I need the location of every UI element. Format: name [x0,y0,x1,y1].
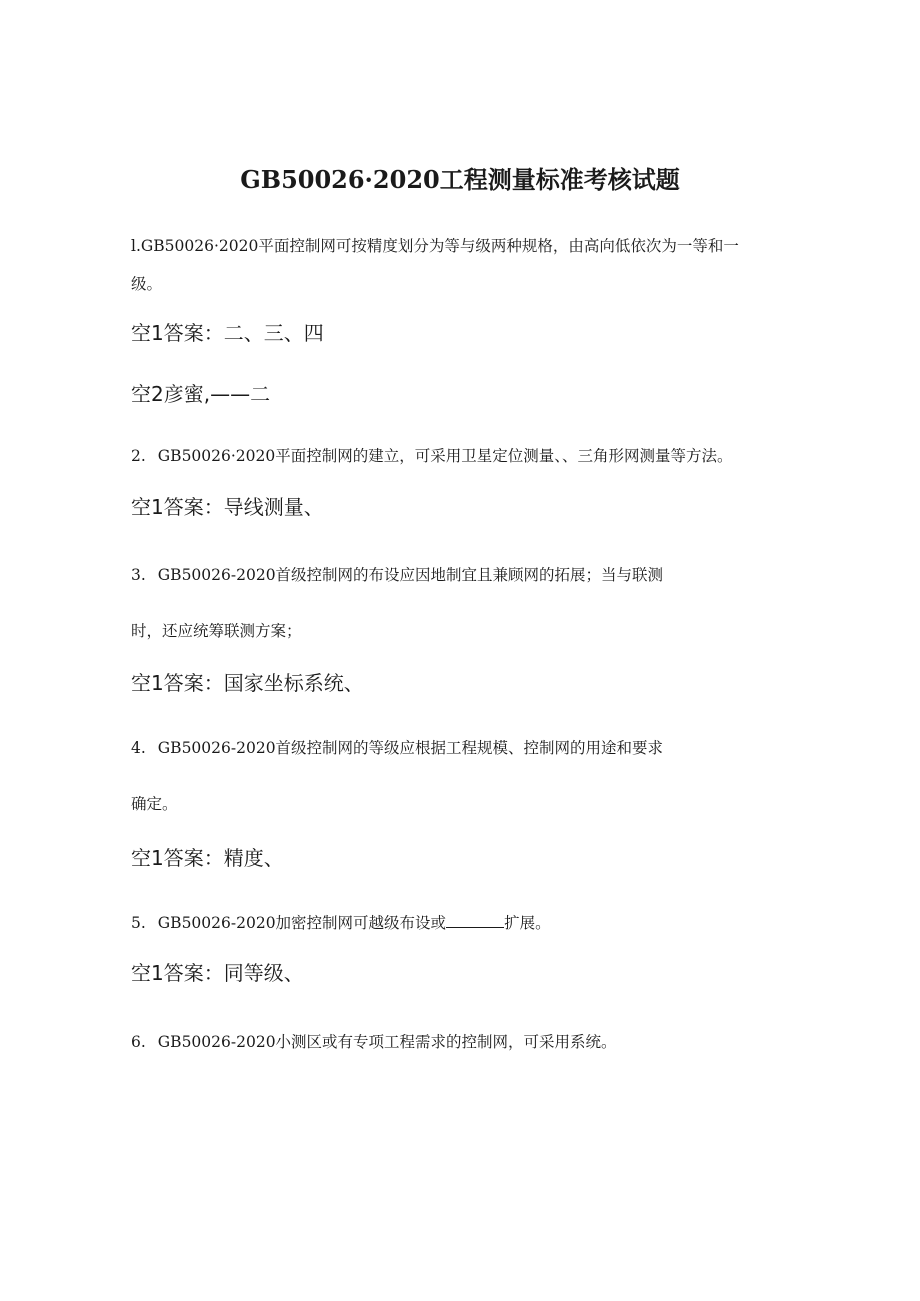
question-1-text-1: l.GB50026·2020平面控制网可按精度划分为等与级两种规格，由高向低依次为一等和一 [131,237,739,255]
question-5-line-1 [131,911,791,933]
question-1-answer-1: 空1答案：二、三、四 [131,321,324,345]
question-1-line-2 [131,272,791,294]
question-5-answer-1: 空1答案：同等级、 [131,961,304,985]
question-1-answer-2: 空2彦蜜,——二 [131,382,271,406]
question-1-line-1 [131,234,791,256]
question-6-text-1: GB50026-2020小测区或有专项工程需求的控制网，可采用系统。 [157,1033,617,1051]
question-3-line-2 [131,619,791,641]
question-4-answer-1: 空1答案：精度、 [131,846,284,870]
question-5-text-2: 扩展。 [504,914,551,932]
document-title: GB50026·2020工程测量标准考核试题 [240,165,680,194]
question-4-text-1: GB50026-2020首级控制网的等级应根据工程规模、控制网的用途和要求 [157,739,664,757]
question-5-text-1: GB50026-2020加密控制网可越级布设或 [157,914,447,932]
question-3-line-1 [131,563,791,585]
question-5-blank [446,913,504,928]
question-6-line-1 [131,1030,791,1052]
question-2-text-1: GB50026·2020平面控制网的建立，可采用卫星定位测量、、三角形网测量等方法。 [157,447,733,465]
question-3-number: 3. [131,566,146,584]
question-2-number: 2. [131,447,146,465]
question-3-text-2: 时，还应统筹联测方案； [131,622,302,640]
question-2-line-1 [131,444,791,466]
question-3-answer-1: 空1答案：国家坐标系统、 [131,671,364,695]
question-4-line-2 [131,792,791,814]
question-5-number: 5. [131,914,146,932]
question-2-answer-1: 空1答案：导线测量、 [131,495,324,519]
question-6-number: 6. [131,1033,146,1051]
question-4-text-2: 确定。 [131,795,178,813]
question-4-number: 4. [131,739,146,757]
question-3-text-1: GB50026-2020首级控制网的布设应因地制宜且兼顾网的拓展；当与联测 [157,566,664,584]
question-4-line-1 [131,736,791,758]
question-1-text-2: 级。 [131,275,163,293]
